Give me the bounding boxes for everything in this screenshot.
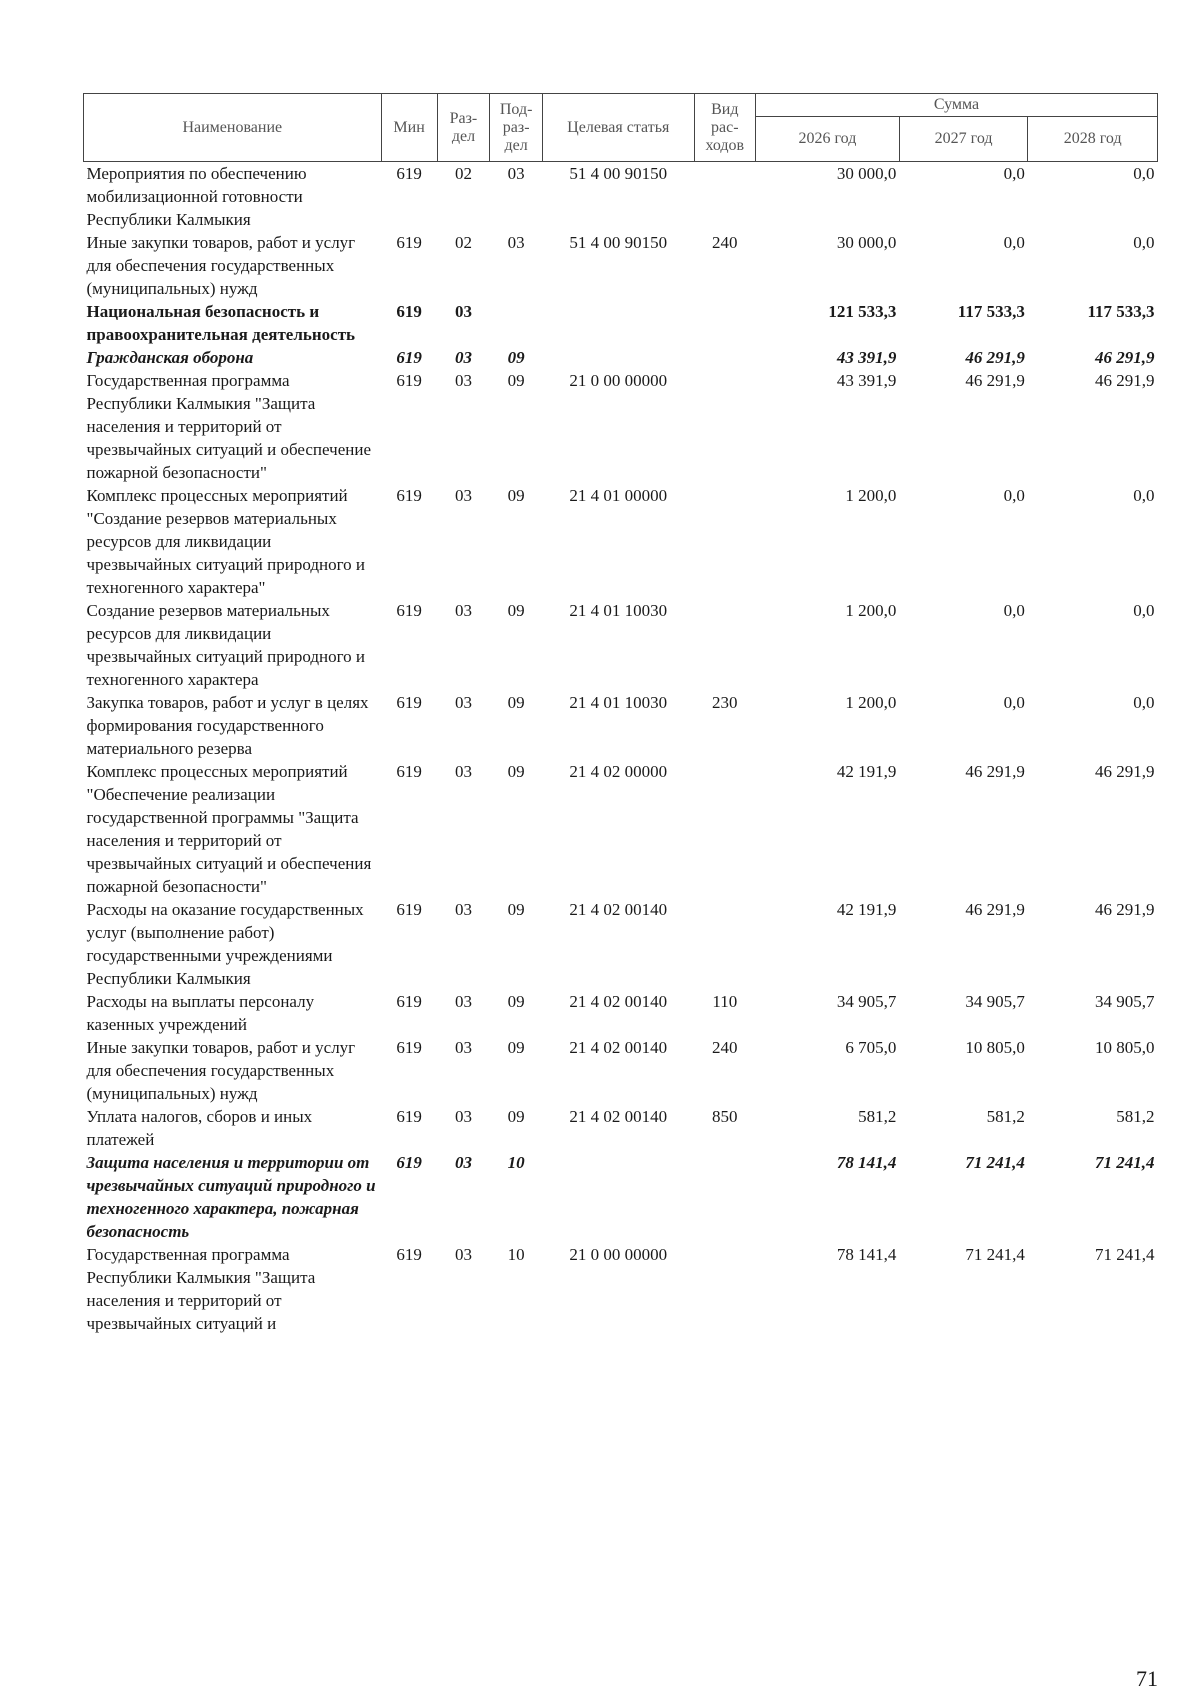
table-row [84, 162, 1158, 232]
row-sum-2026: 581,2 [858, 1107, 897, 1126]
header-name: Наименование [84, 94, 382, 162]
table-row [84, 231, 1158, 300]
row-min: 619 [396, 900, 422, 919]
row-sum-2026: 1 200,0 [845, 486, 897, 505]
row-razdel: 03 [454, 1038, 472, 1057]
row-vid [694, 1151, 755, 1243]
row-name: Национальная безопасность и правоохранительная деятельность [86, 302, 356, 344]
row-target: 21 4 02 00000 [569, 762, 668, 781]
row-razdel: 03 [454, 900, 472, 919]
row-sum-2027: 0,0 [1003, 233, 1025, 252]
row-podrazdel: 03 [507, 233, 525, 252]
row-sum-2027: 71 241,4 [965, 1153, 1025, 1172]
row-name: Государственная программа Республики Калмыкия "Защита населения и территорий от чрезвычайных ситуаций и [86, 1245, 316, 1333]
row-vid: 850 [712, 1107, 738, 1126]
row-sum-2027: 581,2 [986, 1107, 1025, 1126]
row-sum-2028: 46 291,9 [1095, 900, 1155, 919]
row-min: 619 [396, 1245, 422, 1264]
row-podrazdel: 09 [507, 762, 525, 781]
row-vid [694, 599, 755, 691]
row-sum-2026: 1 200,0 [845, 693, 897, 712]
table-row [84, 1036, 1158, 1105]
row-name: Государственная программа Республики Калмыкия "Защита населения и территорий от чрезвычайных ситуаций и обеспечение пожарной безопасности" [86, 371, 371, 482]
row-podrazdel: 09 [507, 1038, 525, 1057]
row-sum-2027: 46 291,9 [965, 900, 1025, 919]
row-vid [694, 369, 755, 484]
row-podrazdel [490, 300, 543, 346]
budget-table [83, 93, 1158, 1335]
row-target: 21 4 02 00140 [569, 900, 668, 919]
row-target [543, 1151, 695, 1243]
row-vid [694, 898, 755, 990]
header-2028: 2028 год [1028, 117, 1158, 162]
row-name: Мероприятия по обеспечению мобилизационной готовности Республики Калмыкия [86, 164, 307, 229]
row-sum-2026: 43 391,9 [836, 371, 897, 390]
row-sum-2026: 30 000,0 [836, 164, 897, 183]
row-podrazdel: 09 [507, 371, 525, 390]
row-vid: 240 [712, 233, 738, 252]
row-sum-2027: 10 805,0 [965, 1038, 1025, 1057]
row-min: 619 [396, 1107, 422, 1126]
row-target [543, 346, 695, 369]
row-min: 619 [396, 693, 422, 712]
row-name: Расходы на выплаты персоналу казенных учреждений [86, 992, 315, 1034]
row-sum-2028: 0,0 [1133, 693, 1155, 712]
table-row [84, 346, 1158, 369]
row-sum-2028: 71 241,4 [1095, 1153, 1155, 1172]
row-sum-2026: 43 391,9 [836, 348, 897, 367]
header-razdel: Раз-дел [437, 94, 490, 162]
table-row [84, 898, 1158, 990]
row-razdel: 03 [454, 302, 472, 321]
row-sum-2028: 71 241,4 [1095, 1245, 1155, 1264]
row-sum-2028: 0,0 [1133, 233, 1155, 252]
row-podrazdel: 10 [507, 1153, 525, 1172]
row-sum-2027: 34 905,7 [965, 992, 1025, 1011]
row-podrazdel: 09 [507, 900, 525, 919]
row-sum-2028: 34 905,7 [1095, 992, 1155, 1011]
table-row [84, 300, 1158, 346]
row-razdel: 03 [454, 1153, 472, 1172]
row-name: Комплекс процессных мероприятий "Создание резервов материальных ресурсов для ликвидации чрезвычайных ситуаций природного и техногенного характера" [86, 486, 365, 597]
row-sum-2027: 71 241,4 [965, 1245, 1025, 1264]
row-sum-2026: 1 200,0 [845, 601, 897, 620]
row-razdel: 03 [454, 992, 472, 1011]
row-min: 619 [396, 233, 422, 252]
row-razdel: 03 [454, 486, 472, 505]
row-target: 21 4 02 00140 [569, 1038, 668, 1057]
row-razdel: 03 [454, 371, 472, 390]
row-sum-2028: 46 291,9 [1095, 348, 1155, 367]
row-sum-2028: 117 533,3 [1087, 302, 1155, 321]
row-vid: 110 [712, 992, 738, 1011]
table-row [84, 760, 1158, 898]
row-name: Иные закупки товаров, работ и услуг для обеспечения государственных (муниципальных) нужд [86, 233, 356, 298]
row-vid: 230 [712, 693, 738, 712]
row-target: 21 4 01 00000 [569, 486, 668, 505]
row-sum-2026: 34 905,7 [836, 992, 897, 1011]
page-number: 71 [1136, 1666, 1158, 1691]
header-vid: Вид рас-ходов [694, 94, 755, 162]
row-podrazdel: 09 [507, 992, 525, 1011]
row-razdel: 02 [454, 233, 472, 252]
header-podrazdel: Под-раз-дел [490, 94, 543, 162]
row-min: 619 [396, 1153, 422, 1172]
table-row [84, 599, 1158, 691]
row-target: 51 4 00 90150 [569, 233, 668, 252]
row-name: Защита населения и территории от чрезвычайных ситуаций природного и техногенного характера, пожарная безопасность [86, 1153, 376, 1241]
row-razdel: 03 [454, 762, 472, 781]
row-sum-2027: 0,0 [1003, 601, 1025, 620]
row-name: Создание резервов материальных ресурсов для ликвидации чрезвычайных ситуаций природного и техногенного характера [86, 601, 365, 689]
row-min: 619 [396, 601, 422, 620]
row-sum-2026: 6 705,0 [845, 1038, 897, 1057]
table-row [84, 369, 1158, 484]
row-sum-2026: 30 000,0 [836, 233, 897, 252]
row-min: 619 [396, 371, 422, 390]
row-vid [694, 162, 755, 232]
row-sum-2027: 0,0 [1003, 486, 1025, 505]
row-target: 21 4 02 00140 [569, 1107, 668, 1126]
row-sum-2027: 46 291,9 [965, 371, 1025, 390]
row-sum-2028: 10 805,0 [1095, 1038, 1155, 1057]
table-row [84, 484, 1158, 599]
row-podrazdel: 10 [507, 1245, 525, 1264]
row-sum-2027: 46 291,9 [965, 762, 1025, 781]
header-target: Целевая статья [543, 94, 695, 162]
row-target: 21 4 02 00140 [569, 992, 668, 1011]
table-header [84, 94, 1158, 162]
row-podrazdel: 09 [507, 601, 525, 620]
row-vid [694, 484, 755, 599]
row-razdel: 03 [454, 1245, 472, 1264]
row-sum-2028: 0,0 [1133, 486, 1155, 505]
row-sum-2028: 0,0 [1133, 601, 1155, 620]
row-name: Расходы на оказание государственных услуг (выполнение работ) государственными учреждениями Республики Калмыкия [86, 900, 364, 988]
row-min: 619 [396, 348, 422, 367]
row-vid [694, 1243, 755, 1335]
row-sum-2027: 117 533,3 [957, 302, 1025, 321]
row-razdel: 02 [454, 164, 472, 183]
row-name: Комплекс процессных мероприятий "Обеспечение реализации государственной программы "Защита населения и территорий от чрезвычайных ситуаций и обеспечения пожарной безопасности" [86, 762, 372, 896]
table-row [84, 1243, 1158, 1335]
row-min: 619 [396, 992, 422, 1011]
row-sum-2028: 46 291,9 [1095, 371, 1155, 390]
row-sum-2026: 42 191,9 [836, 900, 897, 919]
row-podrazdel: 03 [507, 164, 525, 183]
row-min: 619 [396, 164, 422, 183]
row-min: 619 [396, 762, 422, 781]
row-target: 21 4 01 10030 [569, 601, 668, 620]
row-podrazdel: 09 [507, 348, 525, 367]
row-sum-2028: 46 291,9 [1095, 762, 1155, 781]
row-sum-2026: 78 141,4 [836, 1153, 897, 1172]
row-name: Гражданская оборона [86, 348, 254, 367]
row-sum-2026: 42 191,9 [836, 762, 897, 781]
table-body [84, 162, 1158, 1336]
table-row [84, 990, 1158, 1036]
row-sum-2026: 121 533,3 [828, 302, 897, 321]
row-target: 51 4 00 90150 [569, 164, 668, 183]
row-sum-2026: 78 141,4 [836, 1245, 897, 1264]
header-2027: 2027 год [899, 117, 1027, 162]
row-vid: 240 [712, 1038, 738, 1057]
row-podrazdel: 09 [507, 1107, 525, 1126]
table-row [84, 691, 1158, 760]
header-summa: Сумма [756, 94, 1158, 117]
row-min: 619 [396, 1038, 422, 1057]
row-name: Уплата налогов, сборов и иных платежей [86, 1107, 313, 1149]
row-sum-2027: 0,0 [1003, 693, 1025, 712]
row-sum-2027: 46 291,9 [965, 348, 1025, 367]
row-razdel: 03 [454, 348, 472, 367]
row-name: Иные закупки товаров, работ и услуг для обеспечения государственных (муниципальных) нужд [86, 1038, 356, 1103]
row-vid [694, 346, 755, 369]
table-row [84, 1105, 1158, 1151]
row-name: Закупка товаров, работ и услуг в целях формирования государственного материального резерва [86, 693, 369, 758]
row-razdel: 03 [454, 601, 472, 620]
row-podrazdel: 09 [507, 693, 525, 712]
row-razdel: 03 [454, 693, 472, 712]
row-min: 619 [396, 302, 422, 321]
row-min: 619 [396, 486, 422, 505]
row-vid [694, 300, 755, 346]
header-min: Мин [381, 94, 437, 162]
row-target [543, 300, 695, 346]
row-target: 21 0 00 00000 [569, 371, 668, 390]
row-target: 21 0 00 00000 [569, 1245, 668, 1264]
row-razdel: 03 [454, 1107, 472, 1126]
row-target: 21 4 01 10030 [569, 693, 668, 712]
row-sum-2027: 0,0 [1003, 164, 1025, 183]
row-sum-2028: 581,2 [1116, 1107, 1155, 1126]
table-row [84, 1151, 1158, 1243]
row-sum-2028: 0,0 [1133, 164, 1155, 183]
row-vid [694, 760, 755, 898]
header-2026: 2026 год [756, 117, 900, 162]
row-podrazdel: 09 [507, 486, 525, 505]
